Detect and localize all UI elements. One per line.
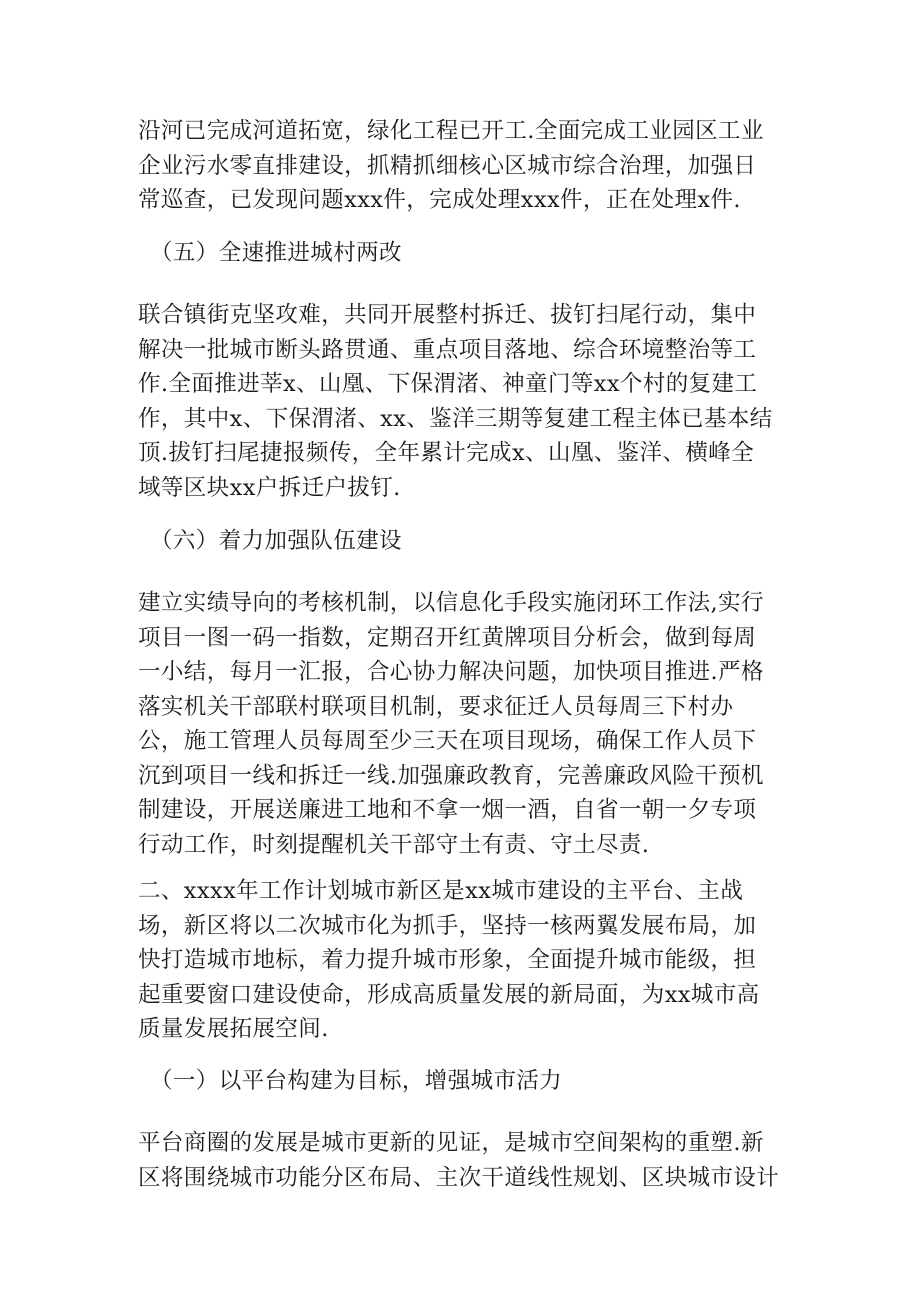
paragraph-platform-business [138,1126,778,1195]
paragraph-work-plan [138,874,778,1047]
text-line: 一小结，每月一汇报，合心协力解决问题，加快项目推进.严格 [138,659,764,685]
text-line: 质量发展拓展空间. [138,1016,329,1042]
text-line: 建立实绩导向的考核机制，以信息化手段实施闭环工作法,实行 [138,590,764,616]
text-line: 域等区块xx户拆迁户拔钉. [138,474,401,501]
heading-text: （五）全速推进城村两改 [150,240,402,266]
text-line: 落实机关干部联村联项目机制，要求征迁人员每周三下村办 [138,693,734,720]
text-line: 平台商圈的发展是城市更新的见证，是城市空间架构的重塑.新 [138,1130,764,1156]
text-line: 沿河已完成河道拓宽，绿化工程已开工.全面完成工业园区工业 [138,118,764,144]
text-line: 解决一批城市断头路贯通、重点项目落地、综合环境整治等工 [138,336,757,363]
text-line: 沉到项目一线和拆迁一线.加强廉政教育，完善廉政风险干预机 [138,762,764,789]
text-line: 常巡查，已发现问题xxx件，完成处理xxx件，正在处理x件. [138,187,741,213]
section-heading-1 [150,1064,790,1099]
paragraph-team-building [138,586,778,862]
text-line: 顶.拔钉扫尾捷报频传，全年累计完成x、山凰、鉴洋、横峰全 [138,440,755,466]
text-line: 项目一图一码一指数，定期召开红黄牌项目分析会，做到每周 [138,624,757,651]
text-line: 区将围绕城市功能分区布局、主次干道线性规划、区块城市设计 [138,1164,780,1191]
heading-text: （六）着力加强队伍建设 [150,528,402,554]
section-heading-6 [150,524,790,559]
text-line: 快打造城市地标，着力提升城市形象，全面提升城市能级，担 [138,947,757,973]
heading-text: （一）以平台构建为目标，增强城市活力 [150,1068,563,1094]
text-line: 公，施工管理人员每周至少三天在项目现场，确保工作人员下 [138,728,757,754]
text-line: 起重要窗口建设使命，形成高质量发展的新局面，为xx城市高 [138,981,760,1008]
text-line: 场，新区将以二次城市化为抓手，坚持一核两翼发展布局，加 [138,912,757,939]
text-line: 二、xxxx年工作计划城市新区是xx城市建设的主平台、主战 [138,878,744,904]
paragraph-sewage-governance [138,114,778,218]
text-line: 作.全面推进莘x、山凰、下保渭渚、神童门等xx个村的复建工 [138,371,758,397]
section-heading-5 [150,236,790,271]
text-line: 作，其中x、下保渭渚、xx、鉴洋三期等复建工程主体已基本结 [138,405,773,432]
paragraph-village-reform [138,298,778,505]
text-line: 联合镇街克坚攻难，共同开展整村拆迁、拔钉扫尾行动，集中 [138,302,757,328]
text-line: 行动工作，时刻提醒机关干部守土有责、守土尽责. [138,831,650,858]
text-line: 企业污水零直排建设，抓精抓细核心区城市综合治理，加强日 [138,152,757,179]
text-line: 制建设，开展送廉进工地和不拿一烟一酒，自省一朝一夕专项 [138,797,757,823]
